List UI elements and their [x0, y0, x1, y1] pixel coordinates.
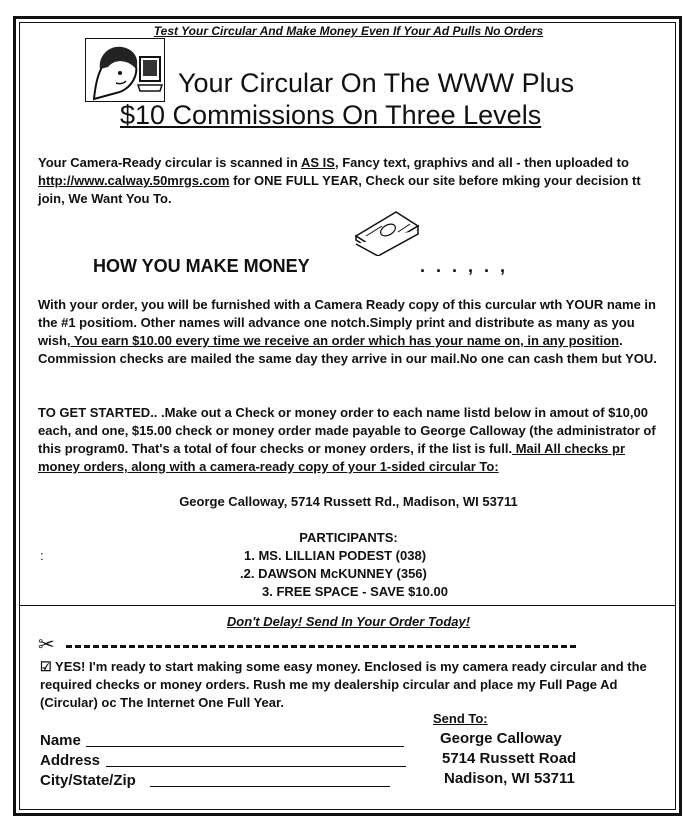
- address-label: Address: [40, 752, 101, 769]
- intro-text-2: , Fancy text, graphivs and all - then uploaded to: [334, 155, 629, 170]
- participants-heading: PARTICIPANTS:: [299, 530, 398, 545]
- send-to-city: Nadison, WI 53711: [444, 770, 575, 787]
- get-started-paragraph: [38, 404, 666, 476]
- how-you-make-money-heading: HOW YOU MAKE MONEY: [93, 256, 310, 276]
- send-to-label: Send To:: [433, 711, 488, 726]
- started-text-underlined: Mail All checks pr money orders, along with a camera-ready copy of your 1-sided circular To:: [38, 441, 626, 474]
- as-is-text: AS IS: [301, 155, 335, 170]
- scissors-icon: ✂: [38, 634, 55, 656]
- started-text-1: TO GET STARTED.. .Make out a Check or money order to each name listd below in amout of $10,00 each, and one, $15.00 check or money order made payable to George Calloway (the administrator of this program0. That's a total of four checks or money orders, if the list is full.: [38, 405, 656, 456]
- intro-text-3: for ONE FULL YEAR, Check our site before mking your decision tt join, We Want You To.: [38, 173, 641, 206]
- title-line-1: Your Circular On The WWW Plus: [178, 68, 575, 98]
- yes-statement: YES! I'm ready to start making some easy money. Enclosed is my camera ready circular and the required checks or money orders. Rush me my dealership circular and place my Full Page Ad (Circular) oc The Internet One Full Year.: [40, 659, 647, 710]
- name-field[interactable]: [86, 746, 404, 747]
- top-tagline: Test Your Circular And Make Money Even If Your Ad Pulls No Orders: [153, 24, 544, 38]
- intro-paragraph: [38, 154, 666, 208]
- order-text-3: . Commission checks are mailed the same day they arrive in our mail.No one can cash them but YOU.: [38, 333, 657, 366]
- cartoon-woman-computer-icon: [85, 38, 165, 102]
- order-text-underlined: You earn $10.00 every time we receive an order which has your name on, in any position: [70, 333, 620, 348]
- participant-1: 1. MS. LILLIAN PODEST (038): [244, 548, 427, 563]
- participant-3: 3. FREE SPACE - SAVE $10.00: [262, 584, 448, 599]
- order-paragraph: [38, 296, 666, 368]
- order-text-1: With your order, you will be furnished with a Camera Ready copy of this curcular wth YOUR name in the #1 positiom. Other names will advance one notch.Simply print and distribute as many as you wish,: [38, 297, 656, 348]
- send-to-name: George Calloway: [440, 730, 562, 747]
- stray-colon: :: [40, 548, 44, 563]
- address-field[interactable]: [106, 766, 406, 767]
- money-stack-icon: [352, 206, 422, 256]
- city-state-zip-label: City/State/Zip: [40, 772, 136, 789]
- dont-delay-line: Don't Delay! Send In Your Order Today!: [226, 614, 471, 629]
- decorative-dots: . . . , . ,: [420, 256, 509, 276]
- name-label: Name: [40, 732, 81, 749]
- title-line-2: $10 Commissions On Three Levels: [120, 100, 542, 130]
- participant-2: .2. DAWSON McKUNNEY (356): [240, 566, 427, 581]
- section-divider: [19, 605, 676, 606]
- cut-line: [66, 645, 576, 648]
- city-state-zip-field[interactable]: [150, 786, 390, 787]
- site-url: http://www.calway.50mrgs.com: [38, 173, 230, 188]
- send-to-street: 5714 Russett Road: [442, 750, 577, 767]
- mailing-address: George Calloway, 5714 Russett Rd., Madison, WI 53711: [179, 494, 518, 509]
- intro-text-1: Your Camera-Ready circular is scanned in: [38, 155, 301, 170]
- yes-order-text: [40, 658, 670, 712]
- checkbox-icon[interactable]: ☑: [40, 659, 52, 674]
